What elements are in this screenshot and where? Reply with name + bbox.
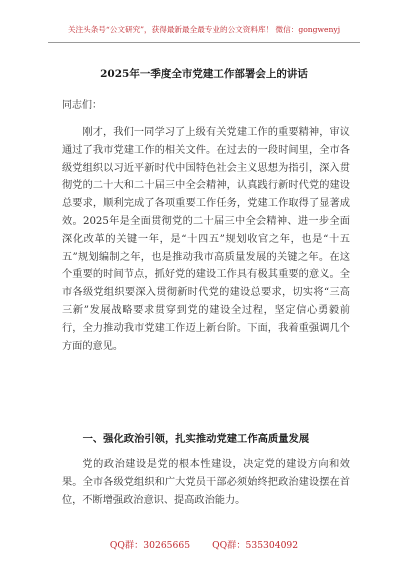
header-banner: 关注头条号“公文研究”，获得最新最全最专业的公文资料库！ 微信：gongwenyj — [67, 25, 341, 34]
qq-group-2: QQ群：535304092 — [212, 540, 299, 551]
salutation: 同志们： — [62, 100, 102, 111]
body-paragraph: 刚才，我们一同学习了上级有关党建工作的重要精神，审议通过了我市党建工作的相关文件。在过去的一段时间里，全市各级党组织以习近平新时代中国特色社会主义思想为指引，深入贯彻党的二十大和二十届三中全会精神，认真践行新时代党的建设总要求，顺利完成了各项重要工作任务，党建工作取得了显著成效。2025年是全面贯彻党的二十届三中全会精神、进一步全面深化改革的关键一年，是“十四五”规划收官之年，也是“十五五”规划编制之年，也是推动我市高质量发展的关键之年。在这个重要的时间节点，抓好党的建设工作具有极其重要的意义。全市各级党组织要深入贯彻新时代党的建设总要求，切实将“三高三新”发展战略要求贯穿到党的建设全过程，坚定信心勇毅前行，全力推动我市党建工作迈上新台阶。下面，我着重强调几个方面的意见。 — [62, 127, 350, 352]
qq-group-1: QQ群：30265665 — [109, 540, 191, 551]
section-paragraph: 党的政治建设是党的根本性建设，决定党的建设方向和效果。全市各级党组织和广大党员干部必须始终把政治建设摆在首位，不断增强政治意识、提高政治能力。 — [62, 459, 350, 506]
header-divider — [48, 42, 360, 43]
section-heading: 一、强化政治引领，扎实推动党建工作高质量发展 — [82, 433, 310, 445]
document-title: 2025年一季度全市党建工作部署会上的讲话 — [100, 68, 308, 80]
footer-contact — [0, 537, 408, 551]
